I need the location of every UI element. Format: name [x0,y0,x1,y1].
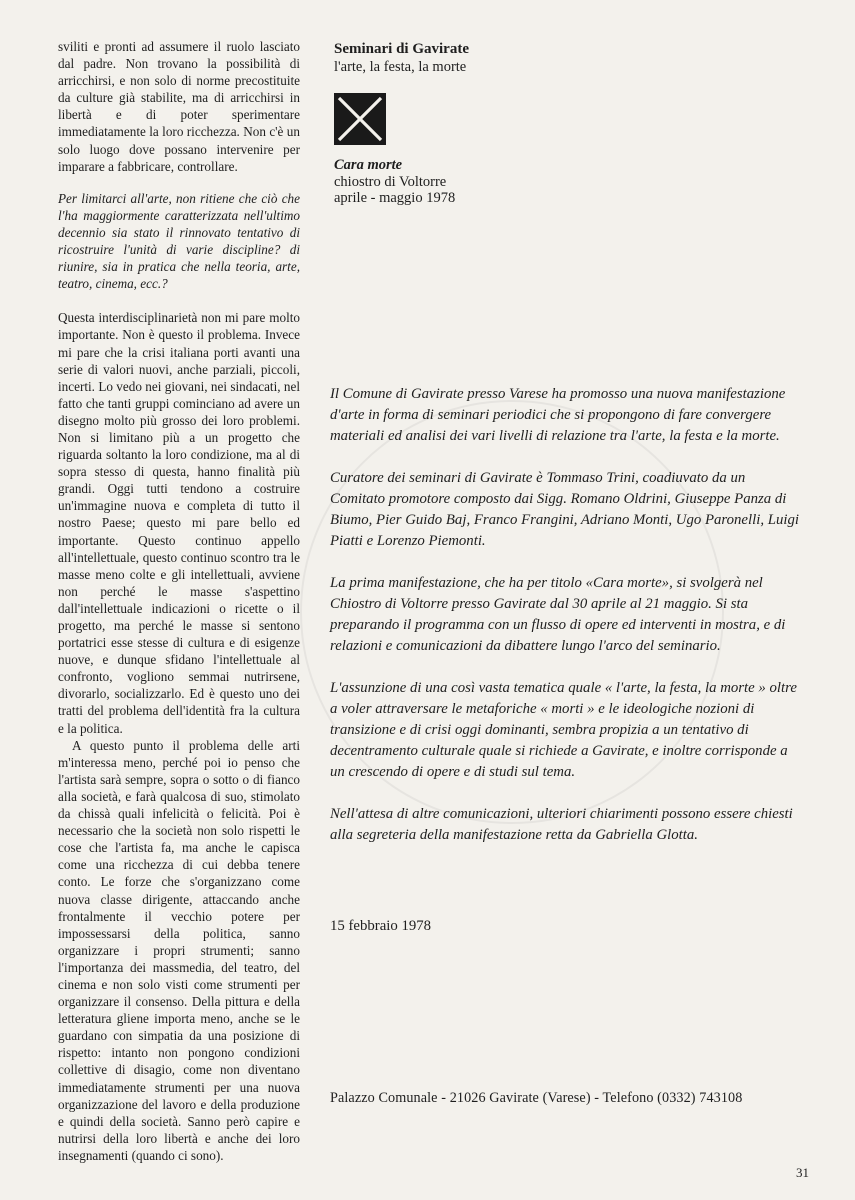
footer-address: Palazzo Comunale - 21026 Gavirate (Varese) - Telefono (0332) 743108 [330,1090,743,1106]
announcement-paragraph-2: Curatore dei seminari di Gavirate è Tommaso Trini, coadiuvato da un Comitato promotore composto dai Sigg. Romano Oldrini, Giuseppe Panza di Biumo, Pier Guido Baj, Franco Frangini, Adriano Monti, Ugo Paronelli, Luigi Piatti e Lorenzo Piemonti. [330,470,799,549]
announcement-paragraph-5: Nell'attesa di altre comunicazioni, ulteriori chiarimenti possono essere chiesti alla segreteria della manifestazione retta da Gabriella Glotta. [330,806,793,843]
event-title: Cara morte [334,157,403,173]
interview-column [58,38,300,1164]
announcement-body [330,384,800,846]
page-number: 31 [796,1165,809,1180]
event-info [334,157,634,207]
announcement-paragraph-3: La prima manifestazione, che ha per titolo «Cara morte», si svolgerà nel Chiostro di Voltorre presso Gavirate dal 30 aprile al 21 maggio. Si sta preparando il programma con un flusso di opere ed interventi in mostra, e di relazioni e comunicazioni da dibattere lungo l'arco del seminario. [330,575,786,654]
interview-answer-paragraph-2: A questo punto il problema delle arti m'interessa meno, perché poi io penso che l'artista sarà sempre, sopra o sotto o di fianco alla società, e farà qualcosa di suo, stimolato da chissà quali infelicità o felicità. Poi è necessario che la società non solo rispetti le cose che l'artista fa, ma anche le capisca come una ricchezza di cui debba tenere conto. Le forze che s'organizzano come nuova classe dirigente, attaccando anche frontalmente il vecchio potere per impossessarsi della politica, sanno organizzare i propri strumenti; sanno l'importanza dei massmedia, del teatro, del cinema e non solo visti come strumenti per organizzare il consenso. Della pittura e della letteratura gliene importa meno, anche se le guardano con simpatia da una posizione di rispetto: intanto non pongono condizioni collettive di disagio, come non diventano immediatamente strumenti per una nuova organizzazione del lavoro e della produzione e quindi della società. Sanno però capire e nutrirsi della loro libertà e anche dei loro insegnamenti (quando ci sono). [58,737,300,1163]
interview-paragraph-1: sviliti e pronti ad assumere il ruolo lasciato dal padre. Non trovano la possibilità di arricchirsi, e non solo di norme precostituite da culture già stabilite, ma di arricchirsi in libertà e di poter sperimentare immediatamente la loro ricchezza. Non c'è un solo luogo dove possano intervenire per imparare a fabbricare, controllare. [58,39,300,174]
interview-answer-paragraph-1: Questa interdisciplinarietà non mi pare molto importante. Non è questo il problema. Invece mi pare che la crisi italiana porti avanti una serie di valori nuovi, anche parziali, piccoli, incerti. Lo vedo nei giovani, nei sindacati, nel fatto che tanti gruppi cominciano ad avere un disegno molto più grosso dei loro problemi. Non si limitano più a un progetto che riguarda soltanto la loro condizione, ma al di sopra stesso di questa, hanno finalità più grandi. Oggi tutti tendono a costruire un'immagine nuova e completa di tutto il nostro Paese; questo mi pare bello ed importante. Questo continuo appello all'intellettuale, questo continuo scontro tra le masse meno colte e gli intellettuali, avviene non perché le masse s'aspettino dall'intellettuale indicazioni o ricette o il progetto, ma perché le masse si sentono portatrici esse stesse di cultura e di esigenze nuove, e dunque sfidano l'intellettuale al confronto, vogliono semmai nutrirsene, divorarlo, socializzarlo. Ed è questo uno dei tratti del problema dell'identità fra la cultura e la politica. [58,310,300,736]
seminar-header [334,40,754,76]
series-title: Seminari di Gavirate [334,41,469,57]
event-dates: aprile - maggio 1978 [334,190,456,206]
interview-question: Per limitarci all'arte, non ritiene che ciò che l'ha maggiormente caratterizzata nell'ultimo decennio sia stato il rinnovato tentativo di ricostruire l'unità di varie discipline? di riunire, sia in pratica che nella teoria, arte, teatro, cinema, ecc.? [58,190,300,292]
x-square-icon [334,93,386,145]
announcement-date: 15 febbraio 1978 [330,918,432,934]
event-venue: chiostro di Voltorre [334,173,447,190]
announcement-paragraph-4: L'assunzione di una così vasta tematica quale « l'arte, la festa, la morte » oltre a voler attraversare le metaforiche « morti » e le ideologiche nozioni di transizione e di crisi oggi dominanti, sembra propizia a un tentativo di decentramento culturale quale si richiede a Gavirate, e inoltre corrisponde a un crescendo di opere e di studi sul tema. [330,680,797,780]
announcement-paragraph-1: Il Comune di Gavirate presso Varese ha promosso una nuova manifestazione d'arte in forma di seminari periodici che si propongono di fare convergere materiali ed analisi dei vari livelli di relazione tra l'arte, la festa e la morte. [330,386,786,444]
series-subtitle: l'arte, la festa, la morte [334,59,467,75]
